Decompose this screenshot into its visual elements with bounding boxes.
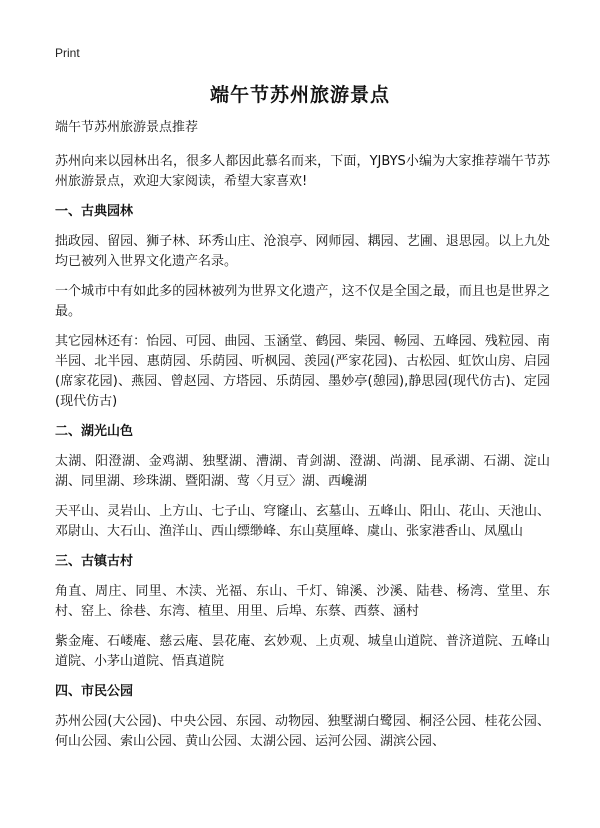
paragraph: 苏州公园(大公园)、中央公园、东园、动物园、独墅湖白鹭园、桐泾公园、桂花公园、何山公园、索山公园、黄山公园、太湖公园、运河公园、湖滨公园、 xyxy=(55,714,550,749)
intro-paragraph: 苏州向来以园林出名，很多人都因此慕名而来，下面，YJBYS小编为大家推荐端午节苏州旅游景点，欢迎大家阅读，希望大家喜欢! xyxy=(55,154,550,189)
paragraph: 太湖、阳澄湖、金鸡湖、独墅湖、漕湖、青剑湖、澄湖、尚湖、昆承湖、石湖、淀山湖、同里湖、珍珠湖、暨阳湖、莺〈月豆〉湖、西巉湖 xyxy=(55,454,550,489)
section-heading-parks: 四、市民公园 xyxy=(55,684,134,699)
section-heading-towns: 三、古镇古村 xyxy=(55,554,134,569)
paragraph: 一个城市中有如此多的园林被列为世界文化遗产，这不仅是全国之最，而且也是世界之最。 xyxy=(55,284,550,319)
paragraph: 角直、周庄、同里、木渎、光福、东山、千灯、锦溪、沙溪、陆巷、杨湾、堂里、东村、窑上、徐巷、东湾、植里、用里、后埠、东蔡、西蔡、涵村 xyxy=(55,584,550,619)
paragraph: 紫金庵、石嵝庵、慈云庵、昙花庵、玄妙观、上贞观、城皇山道院、普济道院、五峰山道院、小茅山道院、悟真道院 xyxy=(55,634,550,669)
print-link[interactable]: Print xyxy=(55,46,80,60)
paragraph: 拙政园、留园、狮子林、环秀山庄、沧浪亭、网师园、耦园、艺圃、退思园。以上九处均已被列入世界文化遗产名录。 xyxy=(55,234,550,269)
section-heading-gardens: 一、古典园林 xyxy=(55,204,134,219)
page-title: 端午节苏州旅游景点 xyxy=(209,84,390,106)
section-heading-lakes-mountains: 二、湖光山色 xyxy=(55,424,134,439)
paragraph: 其它园林还有：怡园、可园、曲园、玉涵堂、鹤园、柴园、畅园、五峰园、残粒园、南半园、北半园、惠荫园、乐荫园、听枫园、羡园(严家花园)、古松园、虹饮山房、启园(席家花园)、燕园、曾赵园、方塔园、乐荫园、墨妙亭(憩园),静思园(现代仿古)、定园(现代仿古) xyxy=(55,334,550,409)
article-body xyxy=(55,118,550,762)
article-subtitle: 端午节苏州旅游景点推荐 xyxy=(55,120,199,135)
paragraph: 天平山、灵岩山、上方山、七子山、穹窿山、玄墓山、五峰山、阳山、花山、天池山、邓尉山、大石山、渔洋山、西山缥缈峰、东山莫厘峰、虞山、张家港香山、凤凰山 xyxy=(55,504,550,539)
